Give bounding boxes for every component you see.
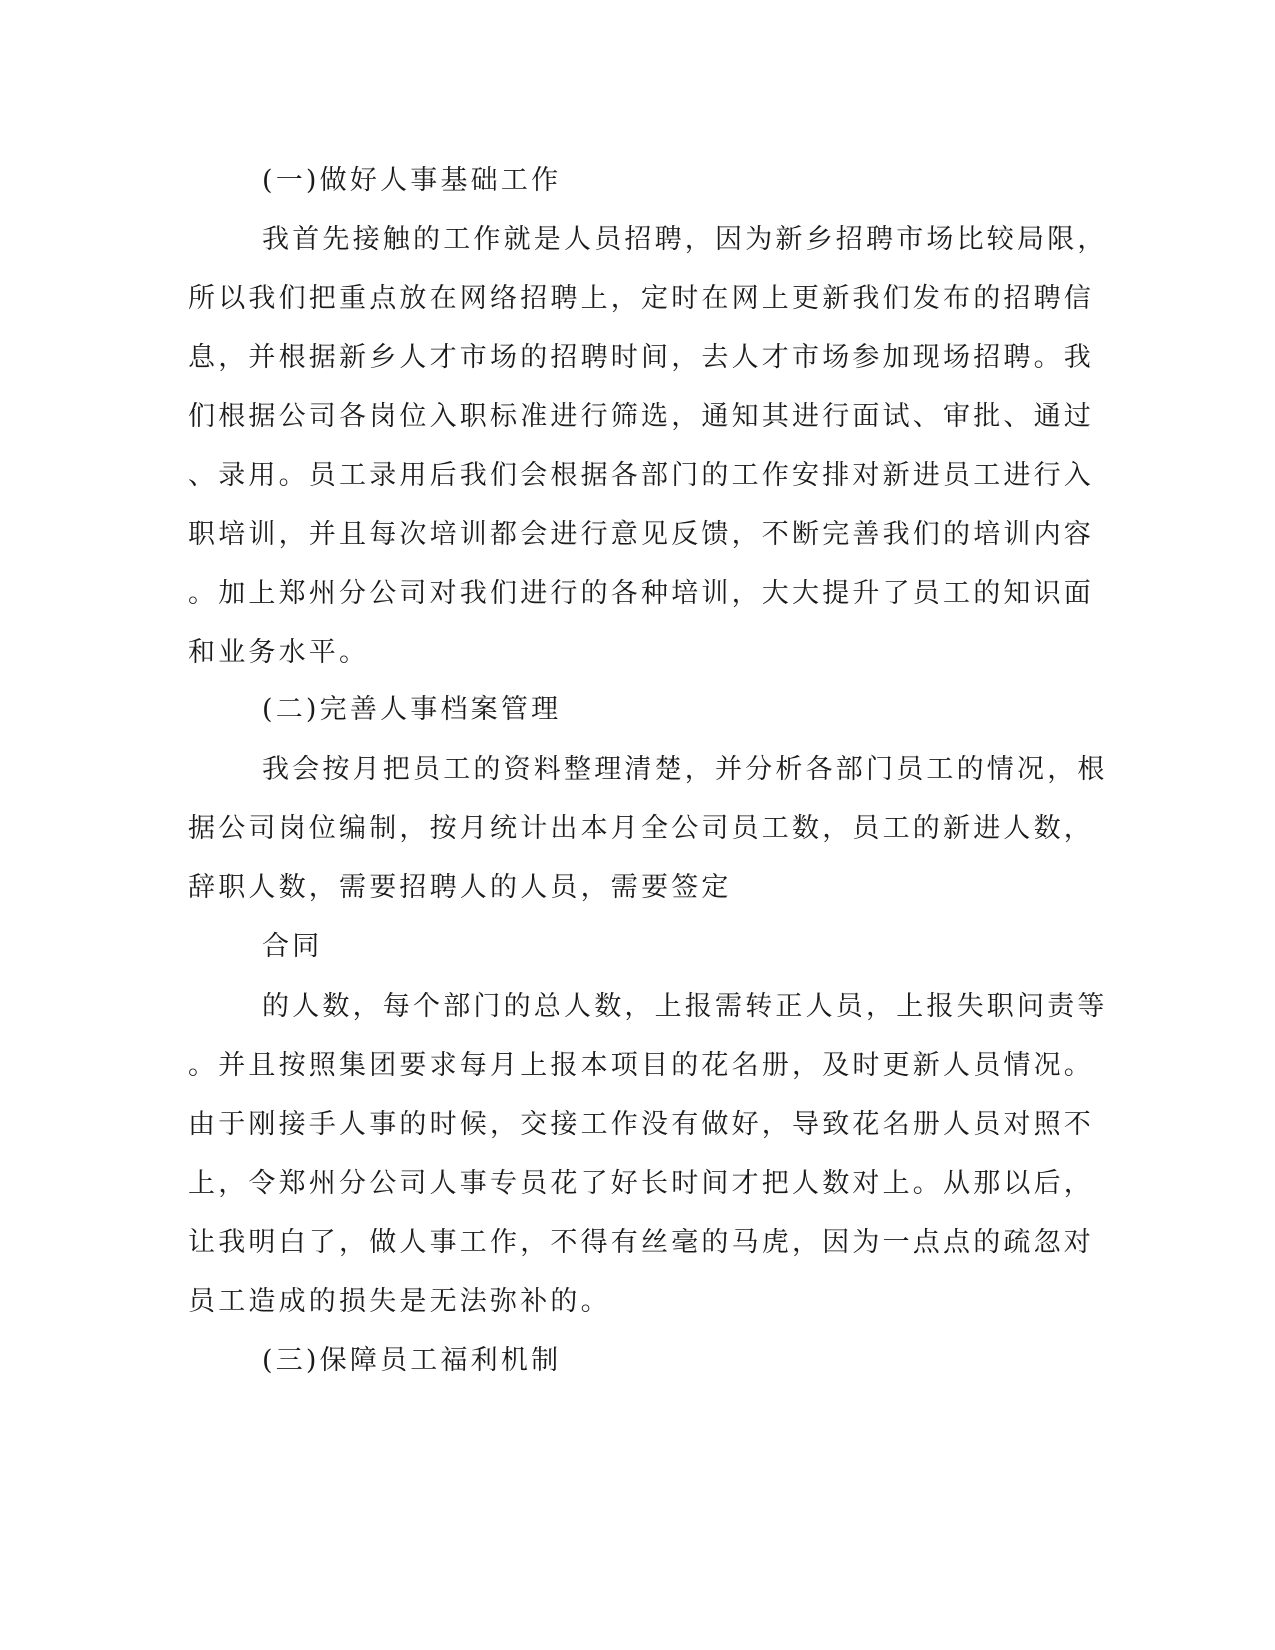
paragraph-line: 和业务水平。 bbox=[188, 637, 370, 668]
paragraph-line: 辞职人数，需要招聘人的人员，需要签定 bbox=[188, 872, 732, 903]
paragraph-line: 据公司岗位编制，按月统计出本月全公司员工数，员工的新进人数， bbox=[188, 813, 1094, 844]
paragraph-line: 。加上郑州分公司对我们进行的各种培训，大大提升了员工的知识面 bbox=[188, 578, 1094, 609]
paragraph-line: 上，令郑州分公司人事专员花了好长时间才把人数对上。从那以后， bbox=[188, 1168, 1094, 1199]
section-heading-2: (二)完善人事档案管理 bbox=[262, 694, 562, 725]
paragraph-line: 合同 bbox=[262, 931, 323, 962]
paragraph-line: 我首先接触的工作就是人员招聘，因为新乡招聘市场比较局限， bbox=[262, 224, 1108, 255]
paragraph-line: 。并且按照集团要求每月上报本项目的花名册，及时更新人员情况。 bbox=[188, 1050, 1094, 1081]
paragraph-line: 、录用。员工录用后我们会根据各部门的工作安排对新进员工进行入 bbox=[188, 460, 1094, 491]
paragraph-line: 我会按月把员工的资料整理清楚，并分析各部门员工的情况，根 bbox=[262, 754, 1108, 785]
section-heading-3: (三)保障员工福利机制 bbox=[262, 1345, 562, 1376]
paragraph-line: 息，并根据新乡人才市场的招聘时间，去人才市场参加现场招聘。我 bbox=[188, 342, 1094, 373]
paragraph-line: 所以我们把重点放在网络招聘上，定时在网上更新我们发布的招聘信 bbox=[188, 283, 1094, 314]
paragraph-line: 职培训，并且每次培训都会进行意见反馈，不断完善我们的培训内容 bbox=[188, 519, 1094, 550]
paragraph-line: 的人数，每个部门的总人数，上报需转正人员，上报失职问责等 bbox=[262, 991, 1108, 1022]
section-heading-1: (一)做好人事基础工作 bbox=[262, 165, 562, 196]
paragraph-line: 员工造成的损失是无法弥补的。 bbox=[188, 1286, 611, 1317]
paragraph-line: 让我明白了，做人事工作，不得有丝毫的马虎，因为一点点的疏忽对 bbox=[188, 1227, 1094, 1258]
paragraph-line: 由于刚接手人事的时候，交接工作没有做好，导致花名册人员对照不 bbox=[188, 1109, 1094, 1140]
paragraph-line: 们根据公司各岗位入职标准进行筛选，通知其进行面试、审批、通过 bbox=[188, 401, 1094, 432]
